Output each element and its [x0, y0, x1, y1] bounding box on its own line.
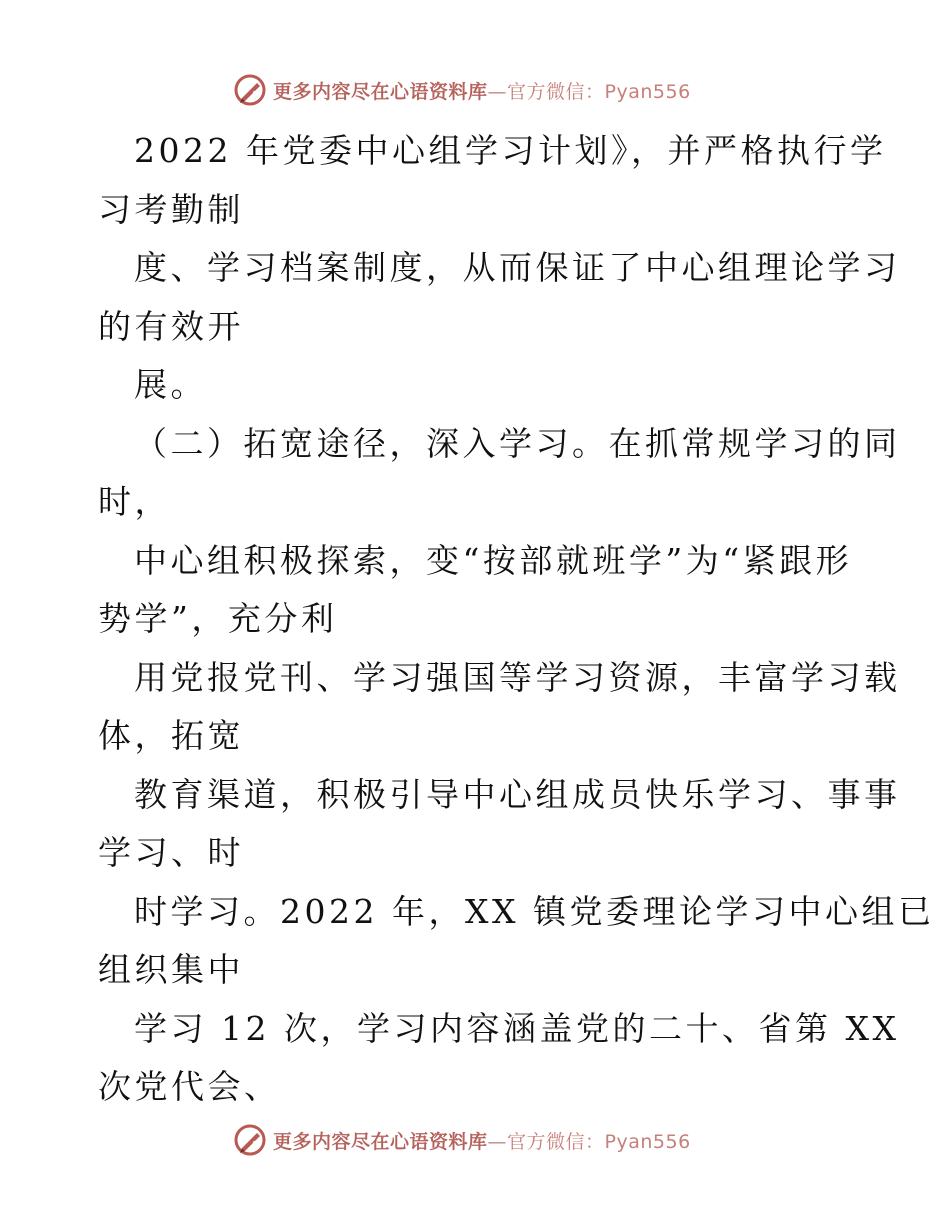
text-line: 学习、时 — [98, 833, 244, 872]
text-line: 时， — [98, 482, 171, 521]
document-body — [98, 122, 935, 1117]
text-line: 体，拓宽 — [98, 716, 244, 755]
text-line: 时学习。2022 年，XX 镇党委理论学习中心组已 — [134, 891, 935, 931]
pen-logo-icon — [233, 1123, 267, 1157]
watermark-text: 更多内容尽在心语资料库—官方微信：Pyan556 — [273, 80, 691, 103]
text-line: 展。 — [134, 365, 207, 404]
text-line: 势学”，充分利 — [98, 599, 338, 638]
text-line: 习考勤制 — [98, 189, 244, 229]
text-line: 教育渠道，积极引导中心组成员快乐学习、事事 — [134, 774, 901, 814]
pen-logo-icon — [233, 73, 267, 107]
text-line: 用党报党刊、学习强国等学习资源，丰富学习载 — [134, 657, 901, 697]
text-line: 学习 12 次，学习内容涵盖党的二十、省第 XX — [134, 1008, 900, 1048]
footer-watermark — [233, 1122, 753, 1158]
text-line: 组织集中 — [98, 950, 244, 989]
text-line: 次党代会、 — [98, 1067, 281, 1106]
text-line: 中心组积极探索，变“按部就班学”为“紧跟形 — [134, 540, 853, 580]
text-line: 2022 年党委中心组学习计划》，并严格执行学 — [134, 131, 887, 170]
watermark-text: 更多内容尽在心语资料库—官方微信：Pyan556 — [273, 1130, 691, 1153]
text-line: （二）拓宽途径，深入学习。在抓常规学习的同 — [134, 423, 901, 463]
text-line: 的有效开 — [98, 306, 244, 346]
text-line: 度、学习档案制度，从而保证了中心组理论学习 — [134, 248, 901, 287]
header-watermark — [233, 72, 753, 108]
